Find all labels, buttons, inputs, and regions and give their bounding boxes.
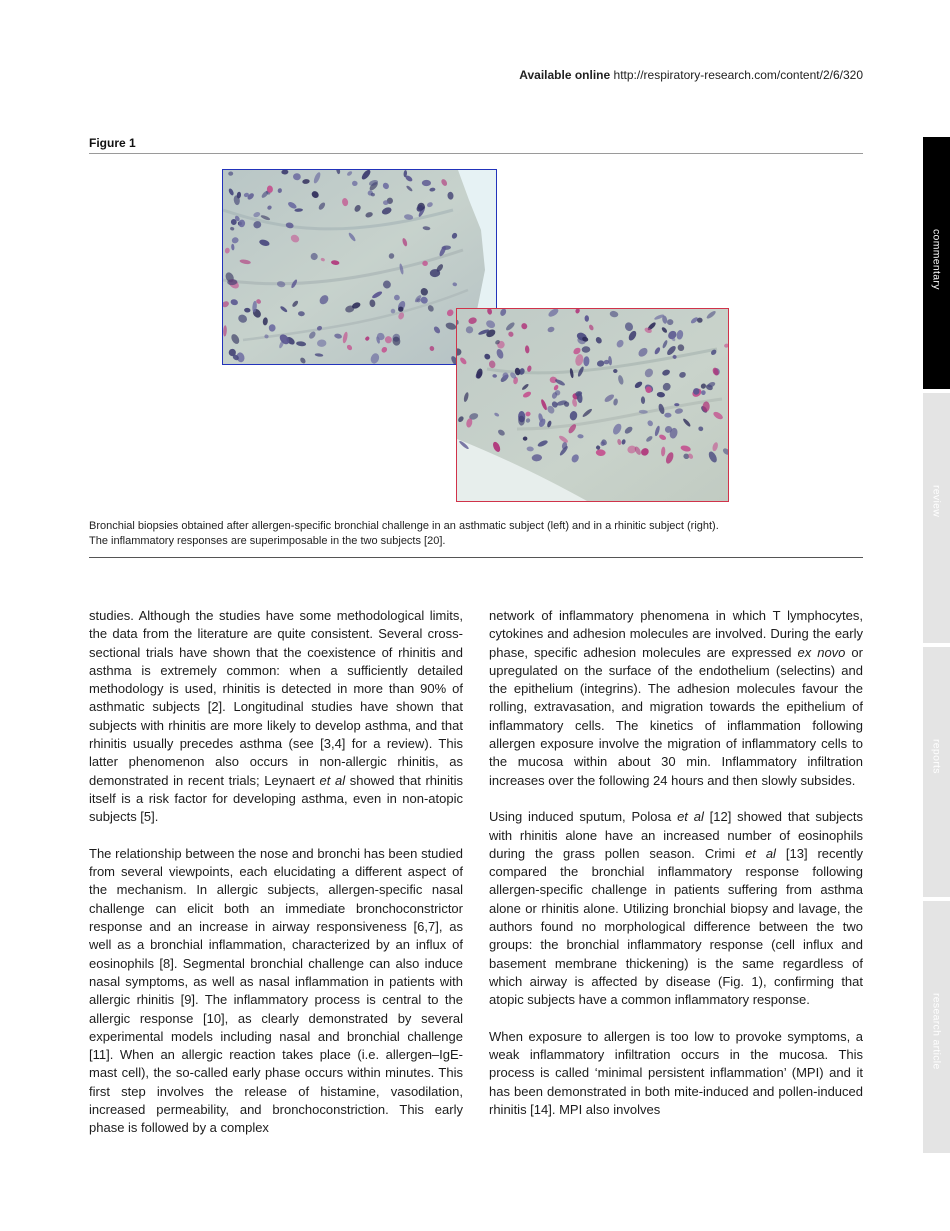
paragraph: When exposure to allergen is too low to provoke symptoms, a weak inflammatory infiltration occurs in the mucosa. This process is called ‘minimal persistent inflammation’ (MPI) and it has been demonstrated in both mite-induced and pollen-induced rhinitis [14]. MPI also involves [489,1028,863,1118]
biopsy-micrograph-right [456,308,729,502]
paragraph-text: [12] showed that subjects with rhinitis alone have an increased number of eosinophils during the grass pollen season. Crimi [489,809,864,861]
paragraph-text: Using induced sputum, Polosa [489,809,678,825]
header-available-online: Available online [519,68,611,82]
tab-reports[interactable] [923,647,950,897]
tab-research-article[interactable] [923,901,950,1153]
paragraph-text: network of inflammatory phenomena in which T lymphocytes, cytokines and adhesion molecules are involved. During the early phase, specific adhesion molecules are expressed [489,608,863,660]
header-url[interactable]: http://respiratory-research.com/content/2/6/320 [613,68,863,82]
paragraph-text: [13] recently compared the bronchial inflammatory response following allergen-specific challenge in patients suffering from asthma alone or rhinitis alone. Utilizing bronchial biopsy and lavage, the authors found no morphological difference between the two groups: the bronchial inflammatory response (cell influx and basement membrane thickening) is the same regardless of which airway is affected by disease (Fig. 1), confirming that atopic subjects have a common inflammatory response. [489,845,863,1008]
figure-label: Figure 1 [89,136,136,150]
paragraph-text: studies. Although the studies have some methodological limits, the data from the literature are quite consistent. Several cross-sectional trials have shown that the coexistence of rhinitis and asthma is extremely common: when a sufficiently detailed methodology is used, rhinitis is detected in more than 90% of asthmatic subjects [2]. Longitudinal studies have shown that subjects with rhinitis are more likely to develop asthma, and that rhinitis usually precedes asthma (see [3,4] for a review). This latter phenomenon also occurs in non-allergic rhinitis, as demonstrated in recent trials; Leynaert [89,608,463,788]
tab-commentary[interactable] [923,137,950,389]
cell-nucleus [664,413,671,418]
caption-line-1: Bronchial biopsies obtained after allergen-specific bronchial challenge in an asthmatic subject (left) and in a rhinitic subject (right). [89,520,719,532]
journal-header [519,68,863,82]
paragraph [489,607,863,790]
paragraph: The relationship between the nose and bronchi has been studied from several viewpoints, each elucidating a different aspect of the mechanism. In allergic subjects, allergen-specific nasal challenge can elicit both an immediate bronchoconstrictor response and an increase in airway responsiveness [6,7], as well as a bronchial inflammation, characterized by an influx of eosinophils [8]. Segmental bronchial challenge can also induce nasal symptoms, as well as nasal inflammation in patients with allergic rhinitis [9]. The inflammatory process is central to the allergic response [10], as clearly demonstrated by several experimental models including nasal and bronchial challenge [11]. When an allergic reaction takes place (i.e. allergen–IgE-mast cell), the so-called early phase occurs within minutes. This first step involves the release of histamine, vasodilation, increased permeability, and bronchoconstriction. This early phase is followed by a complex [89,845,463,1136]
italic-text: ex novo [797,644,846,660]
tab-label: commentary [930,229,943,290]
text-column-right [489,607,863,1138]
figure-top-rule [89,153,863,154]
figure-caption [89,519,863,549]
text-column-left [89,607,463,1156]
figure-bottom-rule [89,557,863,558]
italic-text: et al [319,772,346,788]
paragraph-text: showed that rhinitis itself is a risk factor for developing asthma, even in non-atopic subjects [5]. [89,772,464,825]
caption-line-2: The inflammatory responses are superimposable in the two subjects [20]. [89,535,446,547]
italic-text: et al [677,809,704,825]
tab-label: review [930,485,943,518]
paragraph-text: or upregulated on the surface of the endothelium (selectins) and the epithelium (integrins). The adhesion molecules favour the rolling, extravasation, and migration towards the epithelium of inflammatory cells. The kinetics of inflammation following allergen exposure involve the migration of inflammatory cells to the mucosa within about 30 min. Inflammatory infiltration increases over the following 24 hours and then slowly subsides. [489,644,863,788]
paragraph [89,607,463,827]
italic-text: et al [745,845,776,861]
tab-label: reports [930,739,943,774]
paragraph [489,808,863,1009]
tab-review[interactable] [923,393,950,643]
tab-label: research article [930,993,943,1070]
